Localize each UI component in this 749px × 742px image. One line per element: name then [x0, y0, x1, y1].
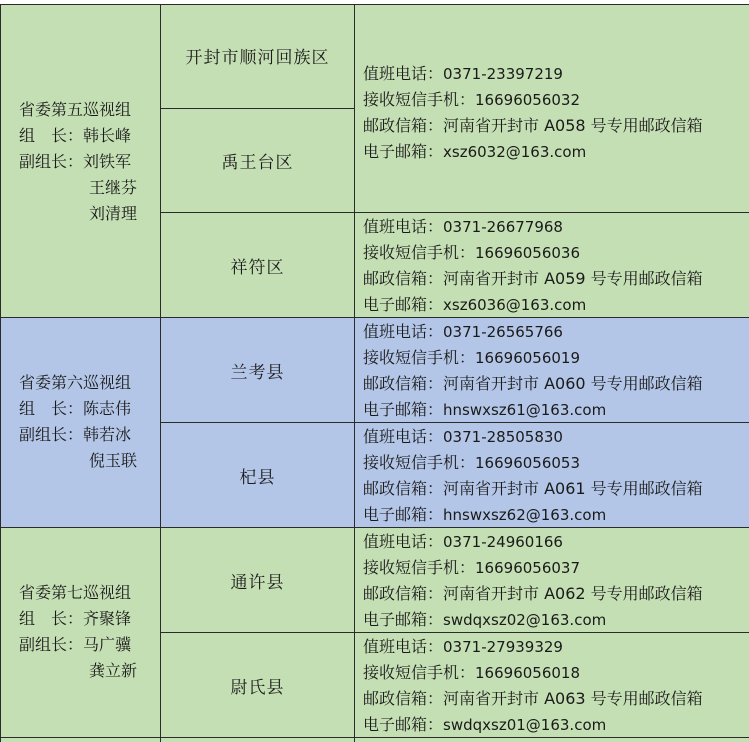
email-label: 电子邮箱： [363, 142, 444, 161]
district-weishi: 尉氏县 [160, 632, 355, 738]
postbox-label: 邮政信箱： [363, 374, 444, 393]
duty-phone: 0371-27939329 [443, 638, 563, 656]
group-6-leader-label: 组 长： [19, 399, 84, 418]
postbox-label: 邮政信箱： [363, 269, 444, 288]
postbox: 河南省开封市 A058 号专用邮政信箱 [443, 116, 703, 135]
duty-phone-label: 值班电话： [363, 64, 444, 83]
next-row-cell [160, 737, 355, 742]
group-5-deputy: 王继芬 [89, 178, 138, 197]
group-5-deputy: 刘铁军 [83, 152, 132, 171]
email-label: 电子邮箱： [363, 295, 444, 314]
duty-phone-label: 值班电话： [363, 427, 444, 446]
duty-phone: 0371-28505830 [443, 428, 563, 446]
district-lankao: 兰考县 [160, 317, 355, 423]
sms-phone-label: 接收短信手机： [363, 90, 476, 109]
postbox: 河南省开封市 A062 号专用邮政信箱 [443, 584, 703, 603]
email: hnswxsz61@163.com [443, 401, 607, 419]
group-6-name: 省委第六巡视组 [19, 373, 132, 392]
sms-phone-label: 接收短信手机： [363, 453, 476, 472]
postbox: 河南省开封市 A059 号专用邮政信箱 [443, 269, 703, 288]
group-7-deputy: 龚立新 [89, 661, 138, 680]
group-7-leader-label: 组 长： [19, 609, 84, 628]
duty-phone: 0371-24960166 [443, 533, 563, 551]
postbox: 河南省开封市 A061 号专用邮政信箱 [443, 479, 703, 498]
district-qixian: 杞县 [160, 422, 355, 528]
email: xsz6032@163.com [443, 143, 587, 161]
group-6-leaders-cell [0, 317, 161, 528]
duty-phone: 0371-26565766 [443, 323, 563, 341]
sms-phone: 16696056032 [475, 91, 580, 109]
district-shunhe: 开封市顺河回族区 [160, 4, 355, 109]
sms-phone-label: 接收短信手机： [363, 243, 476, 262]
district-yuwangtai: 禹王台区 [160, 108, 355, 213]
duty-phone-label: 值班电话： [363, 637, 444, 656]
postbox-label: 邮政信箱： [363, 689, 444, 708]
sms-phone-label: 接收短信手机： [363, 348, 476, 367]
contact-cell [354, 632, 749, 738]
district-xiangfu: 祥符区 [160, 212, 355, 318]
duty-phone: 0371-23397219 [443, 65, 563, 83]
email-label: 电子邮箱： [363, 505, 444, 524]
contact-cell [354, 317, 749, 423]
group-6-deputy: 韩若冰 [83, 425, 132, 444]
sms-phone: 16696056037 [475, 559, 580, 577]
group-5-leader: 韩长峰 [83, 126, 132, 145]
postbox-label: 邮政信箱： [363, 584, 444, 603]
duty-phone-label: 值班电话： [363, 532, 444, 551]
sms-phone: 16696056036 [475, 244, 580, 262]
sms-phone-label: 接收短信手机： [363, 558, 476, 577]
sms-phone: 16696056018 [475, 664, 580, 682]
group-5-deputy: 刘清理 [89, 204, 138, 223]
next-row-cell [354, 737, 749, 742]
contact-cell [354, 422, 749, 528]
sms-phone: 16696056053 [475, 454, 580, 472]
email-label: 电子邮箱： [363, 715, 444, 734]
email: xsz6036@163.com [443, 296, 587, 314]
postbox-label: 邮政信箱： [363, 116, 444, 135]
next-row-cell [0, 737, 161, 742]
group-7-leaders-cell [0, 527, 161, 738]
contact-cell [354, 527, 749, 633]
group-7-name: 省委第七巡视组 [19, 583, 132, 602]
duty-phone-label: 值班电话： [363, 217, 444, 236]
group-7-deputy: 马广骥 [83, 635, 132, 654]
group-6-deputy-label: 副组长： [19, 425, 84, 444]
duty-phone: 0371-26677968 [443, 218, 563, 236]
email: hnswxsz62@163.com [443, 506, 607, 524]
group-5-leader-label: 组 长： [19, 126, 84, 145]
group-5-name: 省委第五巡视组 [19, 100, 132, 119]
sms-phone-label: 接收短信手机： [363, 663, 476, 682]
email-label: 电子邮箱： [363, 610, 444, 629]
duty-phone-label: 值班电话： [363, 322, 444, 341]
contact-cell [354, 212, 749, 318]
postbox: 河南省开封市 A060 号专用邮政信箱 [443, 374, 703, 393]
postbox-label: 邮政信箱： [363, 479, 444, 498]
group-5-leaders-cell [0, 4, 161, 318]
group-7-leader: 齐聚锋 [83, 609, 132, 628]
group-6-leader: 陈志伟 [83, 399, 132, 418]
group-5-deputy-label: 副组长： [19, 152, 84, 171]
group-7-deputy-label: 副组长： [19, 635, 84, 654]
district-tongxu: 通许县 [160, 527, 355, 633]
postbox: 河南省开封市 A063 号专用邮政信箱 [443, 689, 703, 708]
sms-phone: 16696056019 [475, 349, 580, 367]
email: swdqxsz02@163.com [443, 611, 607, 629]
email: swdqxsz01@163.com [443, 716, 607, 734]
email-label: 电子邮箱： [363, 400, 444, 419]
group-6-deputy: 倪玉联 [89, 451, 138, 470]
contact-cell [354, 4, 749, 213]
